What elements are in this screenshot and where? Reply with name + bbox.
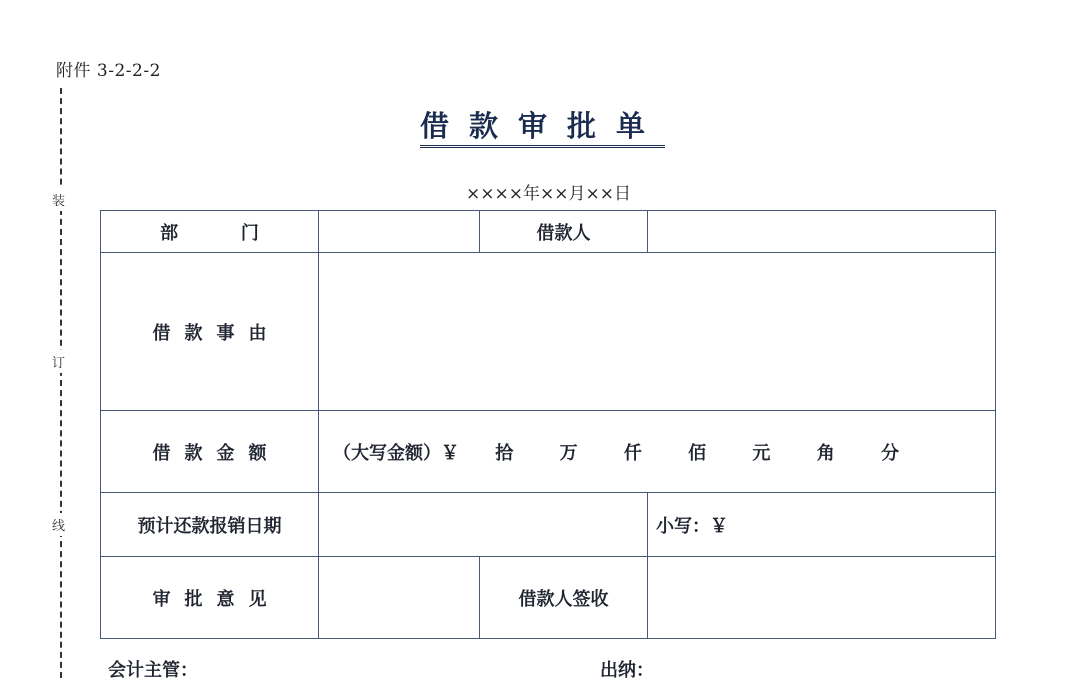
accounting-supervisor-label: 会计主管： [108, 660, 198, 681]
department-label-text: 部 门 [160, 222, 259, 244]
loan-reason-value-cell[interactable] [319, 253, 996, 411]
unit-jiao: 角 [816, 442, 835, 464]
binding-mark-ding: 订 [52, 350, 65, 373]
repay-date-label: 预计还款报销日期 [101, 493, 319, 557]
repay-date-value-cell[interactable] [319, 493, 648, 557]
form-title: 借款审批单 [420, 108, 665, 148]
unit-bai: 佰 [688, 442, 707, 464]
binding-dashed-line [60, 88, 62, 678]
small-amount-cell[interactable] [648, 493, 996, 557]
unit-fen: 分 [880, 442, 899, 464]
borrower-signature-value-cell[interactable] [648, 557, 996, 639]
borrower-label: 借款人 [480, 211, 648, 253]
unit-wan: 万 [559, 442, 578, 464]
unit-yuan: 元 [752, 442, 771, 464]
cashier-label: 出纳： [600, 660, 654, 681]
attachment-label: 附件 3-2-2-2 [56, 61, 161, 81]
borrower-signature-label: 借款人签收 [480, 557, 648, 639]
binding-mark-xian: 线 [52, 513, 65, 536]
borrower-value-cell[interactable] [648, 211, 996, 253]
approval-opinion-label: 审批意见 [101, 557, 319, 639]
unit-shi: 拾 [495, 442, 514, 464]
small-amount-label: 小写：￥ [656, 515, 728, 537]
department-value-cell[interactable] [319, 211, 480, 253]
approval-opinion-value-cell[interactable] [319, 557, 480, 639]
loan-approval-table [100, 210, 996, 639]
loan-amount-value-cell[interactable] [319, 411, 996, 493]
binding-mark-zhuang: 装 [52, 188, 65, 211]
unit-qian: 仟 [623, 442, 642, 464]
amount-units [495, 443, 921, 464]
department-label [101, 211, 319, 253]
loan-reason-label: 借款事由 [101, 253, 319, 411]
amount-capital-prefix: （大写金额）￥ [333, 442, 459, 464]
loan-amount-label: 借款金额 [101, 411, 319, 493]
form-date: ××××年××月××日 [466, 184, 631, 204]
